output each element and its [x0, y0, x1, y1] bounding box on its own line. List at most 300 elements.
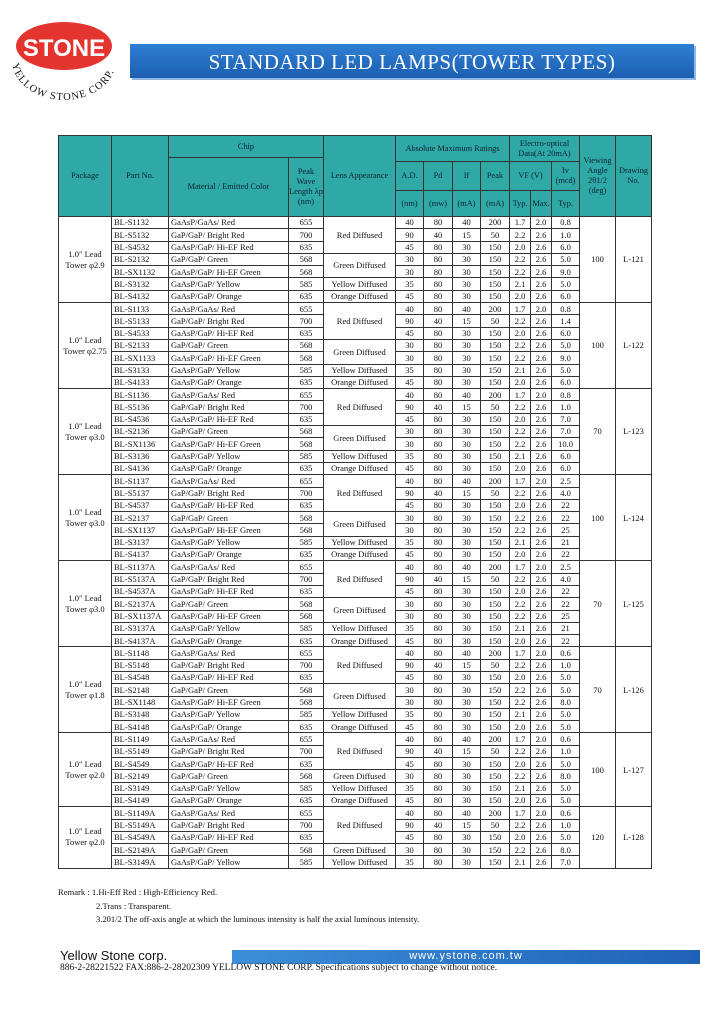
peak-cell: 150: [481, 598, 510, 610]
iv-typ-cell: 2.5: [552, 561, 580, 573]
part-no-cell: BL-S1132: [112, 217, 169, 229]
peak-cell: 150: [481, 622, 510, 634]
vf-typ-cell: 2.0: [510, 413, 531, 425]
ad-cell: 30: [396, 438, 424, 450]
material-cell: GaAsP/GaP/ Yellow: [169, 622, 289, 634]
lens-cell: Green Diffused: [324, 598, 396, 623]
if-cell: 15: [453, 819, 481, 831]
package-cell: 1.0" Lead Tower φ3.0: [59, 561, 112, 647]
table-row: [59, 622, 652, 634]
part-no-cell: BL-S5136: [112, 401, 169, 413]
peak-cell: 50: [481, 229, 510, 241]
lens-cell: Red Diffused: [324, 303, 396, 340]
viewing-angle-cell: 100: [580, 475, 616, 561]
material-cell: GaAsP/GaP/ Hi-EF Red: [169, 671, 289, 683]
iv-typ-cell: 5.0: [552, 721, 580, 733]
iv-typ-cell: 6.0: [552, 327, 580, 339]
iv-typ-cell: 22: [552, 635, 580, 647]
material-cell: GaAsP/GaP/ Yellow: [169, 856, 289, 868]
if-cell: 30: [453, 524, 481, 536]
header-drawing: Drawing No.: [616, 136, 652, 217]
peak-cell: 150: [481, 376, 510, 388]
vf-typ-cell: 2.2: [510, 659, 531, 671]
header-vf: VF (V): [510, 162, 552, 191]
drawing-no-cell: L-125: [616, 561, 652, 647]
material-cell: GaP/GaP/ Green: [169, 844, 289, 856]
part-no-cell: BL-SX1148: [112, 696, 169, 708]
part-no-cell: BL-S2133: [112, 339, 169, 351]
vf-max-cell: 2.6: [531, 684, 552, 696]
header-viewing-angle: Viewing Angle 2θ1/2 (deg): [580, 136, 616, 217]
peak-wave-cell: 568: [289, 598, 324, 610]
ad-cell: 30: [396, 266, 424, 278]
iv-typ-cell: 1.4: [552, 315, 580, 327]
if-cell: 30: [453, 610, 481, 622]
vf-max-cell: 2.6: [531, 721, 552, 733]
part-no-cell: BL-S4537: [112, 499, 169, 511]
viewing-angle-cell: 100: [580, 733, 616, 807]
vf-typ-cell: 2.1: [510, 782, 531, 794]
peak-cell: 150: [481, 549, 510, 561]
ad-cell: 90: [396, 401, 424, 413]
material-cell: GaP/GaP/ Green: [169, 684, 289, 696]
viewing-angle-cell: 100: [580, 217, 616, 303]
vf-typ-cell: 2.0: [510, 671, 531, 683]
vf-typ-cell: 2.0: [510, 721, 531, 733]
footer-url-bar: [232, 950, 700, 964]
peak-cell: 150: [481, 339, 510, 351]
peak-cell: 150: [481, 413, 510, 425]
vf-max-cell: 2.6: [531, 844, 552, 856]
header-material: Material / Emitted Color: [169, 158, 289, 217]
peak-wave-cell: 655: [289, 475, 324, 487]
peak-cell: 200: [481, 733, 510, 745]
table-row: [59, 635, 652, 647]
iv-typ-cell: 6.0: [552, 450, 580, 462]
part-no-cell: BL-S2149A: [112, 844, 169, 856]
ad-cell: 30: [396, 253, 424, 265]
vf-typ-cell: 2.1: [510, 536, 531, 548]
pd-cell: 80: [424, 782, 453, 794]
material-cell: GaAsP/GaP/ Hi-EF Green: [169, 266, 289, 278]
pd-cell: 80: [424, 512, 453, 524]
material-cell: GaP/GaP/ Bright Red: [169, 659, 289, 671]
peak-wave-cell: 635: [289, 549, 324, 561]
ad-cell: 35: [396, 278, 424, 290]
part-no-cell: BL-S4549: [112, 758, 169, 770]
peak-wave-cell: 635: [289, 290, 324, 302]
vf-max-cell: 2.6: [531, 376, 552, 388]
company-logo: [4, 14, 124, 106]
peak-wave-cell: 635: [289, 327, 324, 339]
ad-cell: 40: [396, 303, 424, 315]
if-cell: 40: [453, 733, 481, 745]
if-cell: 30: [453, 450, 481, 462]
ad-cell: 30: [396, 844, 424, 856]
vf-max-cell: 2.6: [531, 782, 552, 794]
remarks: [58, 886, 419, 927]
table-row: [59, 561, 652, 573]
iv-typ-cell: 6.0: [552, 462, 580, 474]
peak-wave-cell: 635: [289, 241, 324, 253]
lens-cell: Yellow Diffused: [324, 364, 396, 376]
part-no-cell: BL-S4536: [112, 413, 169, 425]
material-cell: GaAsP/GaP/ Orange: [169, 794, 289, 806]
lens-cell: Green Diffused: [324, 770, 396, 782]
pd-cell: 80: [424, 758, 453, 770]
ad-cell: 40: [396, 475, 424, 487]
vf-max-cell: 2.6: [531, 290, 552, 302]
iv-typ-cell: 10.0: [552, 438, 580, 450]
vf-typ-cell: 2.2: [510, 819, 531, 831]
ad-cell: 40: [396, 733, 424, 745]
ad-cell: 90: [396, 229, 424, 241]
vf-max-cell: 2.6: [531, 659, 552, 671]
material-cell: GaAsP/GaAs/ Red: [169, 389, 289, 401]
pd-cell: 80: [424, 635, 453, 647]
vf-max-cell: 2.6: [531, 622, 552, 634]
pd-cell: 80: [424, 339, 453, 351]
pd-cell: 40: [424, 229, 453, 241]
vf-typ-cell: 2.0: [510, 241, 531, 253]
peak-wave-cell: 568: [289, 770, 324, 782]
table-row: [59, 770, 652, 782]
package-cell: 1.0" Lead Tower φ2.0: [59, 733, 112, 807]
ad-cell: 40: [396, 389, 424, 401]
iv-typ-cell: 22: [552, 512, 580, 524]
vf-max-cell: 2.6: [531, 266, 552, 278]
pd-cell: 80: [424, 327, 453, 339]
ad-cell: 45: [396, 413, 424, 425]
peak-cell: 50: [481, 659, 510, 671]
table-row: [59, 389, 652, 401]
peak-cell: 150: [481, 671, 510, 683]
material-cell: GaP/GaP/ Bright Red: [169, 745, 289, 757]
vf-typ-cell: 2.2: [510, 512, 531, 524]
header-part-no: Part No.: [112, 136, 169, 217]
if-cell: 30: [453, 462, 481, 474]
ad-cell: 45: [396, 831, 424, 843]
material-cell: GaAsP/GaAs/ Red: [169, 561, 289, 573]
material-cell: GaAsP/GaP/ Yellow: [169, 708, 289, 720]
part-no-cell: BL-S5149: [112, 745, 169, 757]
vf-max-cell: 2.6: [531, 549, 552, 561]
peak-wave-cell: 700: [289, 819, 324, 831]
logo-text: STONE: [22, 35, 106, 62]
lens-cell: Yellow Diffused: [324, 708, 396, 720]
vf-typ-cell: 1.7: [510, 303, 531, 315]
lens-cell: Orange Diffused: [324, 290, 396, 302]
part-no-cell: BL-S5132: [112, 229, 169, 241]
iv-typ-cell: 21: [552, 622, 580, 634]
material-cell: GaAsP/GaP/ Hi-EF Red: [169, 585, 289, 597]
ad-cell: 40: [396, 217, 424, 229]
material-cell: GaP/GaP/ Bright Red: [169, 401, 289, 413]
pd-cell: 80: [424, 303, 453, 315]
vf-max-cell: 2.6: [531, 413, 552, 425]
ad-cell: 90: [396, 487, 424, 499]
iv-typ-cell: 5.0: [552, 278, 580, 290]
part-no-cell: BL-S4149: [112, 794, 169, 806]
lens-cell: Yellow Diffused: [324, 450, 396, 462]
header-peak: Peak: [481, 162, 510, 191]
table-row: [59, 426, 652, 438]
vf-max-cell: 2.6: [531, 819, 552, 831]
peak-wave-cell: 635: [289, 758, 324, 770]
material-cell: GaAsP/GaP/ Hi-EF Red: [169, 499, 289, 511]
header-pd: Pd: [424, 162, 453, 191]
drawing-no-cell: L-123: [616, 389, 652, 475]
peak-wave-cell: 585: [289, 622, 324, 634]
vf-max-cell: 2.6: [531, 278, 552, 290]
pd-cell: 40: [424, 659, 453, 671]
vf-typ-cell: 2.2: [510, 438, 531, 450]
part-no-cell: BL-S4548: [112, 671, 169, 683]
peak-wave-cell: 655: [289, 807, 324, 819]
pd-cell: 80: [424, 499, 453, 511]
lens-cell: Green Diffused: [324, 512, 396, 537]
ad-cell: 30: [396, 610, 424, 622]
vf-max-cell: 2.6: [531, 671, 552, 683]
peak-cell: 50: [481, 401, 510, 413]
part-no-cell: BL-S2132: [112, 253, 169, 265]
vf-max-cell: 2.6: [531, 745, 552, 757]
if-cell: 40: [453, 217, 481, 229]
ad-cell: 90: [396, 819, 424, 831]
lens-cell: Orange Diffused: [324, 635, 396, 647]
table-row: [59, 376, 652, 388]
table-row: [59, 253, 652, 265]
pd-cell: 80: [424, 794, 453, 806]
pd-cell: 80: [424, 856, 453, 868]
part-no-cell: BL-SX1132: [112, 266, 169, 278]
if-cell: 30: [453, 364, 481, 376]
material-cell: GaAsP/GaP/ Hi-EF Red: [169, 241, 289, 253]
vf-max-cell: 2.6: [531, 241, 552, 253]
iv-typ-cell: 0.6: [552, 807, 580, 819]
pd-cell: 80: [424, 684, 453, 696]
remark-line-1: Remark : 1.Hi-Eff Red : High-Efficiency Red.: [58, 887, 218, 897]
vf-typ-cell: 2.1: [510, 708, 531, 720]
pd-cell: 80: [424, 217, 453, 229]
vf-max-cell: 2.0: [531, 303, 552, 315]
vf-max-cell: 2.0: [531, 389, 552, 401]
pd-cell: 40: [424, 819, 453, 831]
peak-wave-cell: 655: [289, 303, 324, 315]
pd-cell: 40: [424, 573, 453, 585]
peak-wave-cell: 568: [289, 253, 324, 265]
pd-cell: 80: [424, 733, 453, 745]
pd-cell: 80: [424, 278, 453, 290]
vf-typ-cell: 2.2: [510, 339, 531, 351]
material-cell: GaP/GaP/ Green: [169, 770, 289, 782]
vf-max-cell: 2.0: [531, 807, 552, 819]
if-cell: 30: [453, 770, 481, 782]
peak-cell: 150: [481, 794, 510, 806]
pd-cell: 40: [424, 401, 453, 413]
vf-max-cell: 2.6: [531, 585, 552, 597]
vf-max-cell: 2.6: [531, 229, 552, 241]
part-no-cell: BL-S5137A: [112, 573, 169, 585]
pd-cell: 80: [424, 241, 453, 253]
ad-cell: 35: [396, 708, 424, 720]
title-banner: [130, 44, 694, 78]
peak-wave-cell: 700: [289, 229, 324, 241]
part-no-cell: BL-S1148: [112, 647, 169, 659]
peak-wave-cell: 568: [289, 438, 324, 450]
ad-cell: 40: [396, 807, 424, 819]
part-no-cell: BL-S4549A: [112, 831, 169, 843]
peak-cell: 150: [481, 770, 510, 782]
if-cell: 30: [453, 426, 481, 438]
vf-typ-cell: 1.7: [510, 475, 531, 487]
vf-typ-cell: 2.0: [510, 635, 531, 647]
material-cell: GaP/GaP/ Bright Red: [169, 819, 289, 831]
vf-typ-cell: 2.2: [510, 426, 531, 438]
table-row: [59, 536, 652, 548]
ad-cell: 35: [396, 364, 424, 376]
part-no-cell: BL-S3132: [112, 278, 169, 290]
pd-cell: 80: [424, 622, 453, 634]
iv-typ-cell: 5.0: [552, 758, 580, 770]
ad-cell: 30: [396, 339, 424, 351]
peak-wave-cell: 700: [289, 315, 324, 327]
part-no-cell: BL-S3136: [112, 450, 169, 462]
vf-max-cell: 2.0: [531, 475, 552, 487]
ad-cell: 35: [396, 856, 424, 868]
if-cell: 30: [453, 671, 481, 683]
lens-cell: Red Diffused: [324, 475, 396, 512]
header-package: Package: [59, 136, 112, 217]
iv-typ-cell: 22: [552, 549, 580, 561]
lens-cell: Yellow Diffused: [324, 782, 396, 794]
drawing-no-cell: L-121: [616, 217, 652, 303]
part-no-cell: BL-SX1133: [112, 352, 169, 364]
ad-cell: 35: [396, 782, 424, 794]
iv-typ-cell: 1.0: [552, 745, 580, 757]
ad-cell: 30: [396, 696, 424, 708]
peak-cell: 150: [481, 844, 510, 856]
vf-max-cell: 2.6: [531, 438, 552, 450]
vf-typ-cell: 2.0: [510, 794, 531, 806]
vf-max-cell: 2.6: [531, 512, 552, 524]
peak-wave-cell: 655: [289, 217, 324, 229]
part-no-cell: BL-S2137: [112, 512, 169, 524]
part-no-cell: BL-S1136: [112, 389, 169, 401]
iv-typ-cell: 6.0: [552, 241, 580, 253]
material-cell: GaAsP/GaAs/ Red: [169, 733, 289, 745]
vf-typ-cell: 2.0: [510, 549, 531, 561]
ad-cell: 30: [396, 598, 424, 610]
peak-cell: 150: [481, 364, 510, 376]
part-no-cell: BL-S2148: [112, 684, 169, 696]
ad-cell: 45: [396, 758, 424, 770]
pd-cell: 80: [424, 426, 453, 438]
peak-wave-cell: 655: [289, 389, 324, 401]
peak-wave-cell: 700: [289, 745, 324, 757]
package-cell: 1.0" Lead Tower φ3.0: [59, 389, 112, 475]
part-no-cell: BL-S5148: [112, 659, 169, 671]
ad-cell: 30: [396, 524, 424, 536]
part-no-cell: BL-S3137: [112, 536, 169, 548]
header-vf-typ: Typ.: [510, 191, 531, 217]
part-no-cell: BL-S3149A: [112, 856, 169, 868]
peak-cell: 150: [481, 438, 510, 450]
part-no-cell: BL-SX1137: [112, 524, 169, 536]
material-cell: GaAsP/GaP/ Orange: [169, 462, 289, 474]
pd-cell: 80: [424, 253, 453, 265]
part-no-cell: BL-S1137: [112, 475, 169, 487]
peak-wave-cell: 568: [289, 610, 324, 622]
lens-cell: Yellow Diffused: [324, 536, 396, 548]
part-no-cell: BL-S4136: [112, 462, 169, 474]
table-row: [59, 475, 652, 487]
if-cell: 40: [453, 475, 481, 487]
if-cell: 30: [453, 266, 481, 278]
part-no-cell: BL-SX1136: [112, 438, 169, 450]
iv-typ-cell: 9.0: [552, 352, 580, 364]
ad-cell: 90: [396, 573, 424, 585]
vf-typ-cell: 2.2: [510, 487, 531, 499]
drawing-no-cell: L-128: [616, 807, 652, 868]
peak-cell: 150: [481, 290, 510, 302]
material-cell: GaAsP/GaAs/ Red: [169, 647, 289, 659]
ad-cell: 35: [396, 450, 424, 462]
header-pd-unit: (mw): [424, 191, 453, 217]
header-vf-max: Max.: [531, 191, 552, 217]
peak-cell: 150: [481, 684, 510, 696]
peak-wave-cell: 568: [289, 512, 324, 524]
peak-cell: 150: [481, 635, 510, 647]
vf-typ-cell: 2.2: [510, 610, 531, 622]
part-no-cell: BL-S5133: [112, 315, 169, 327]
peak-cell: 150: [481, 585, 510, 597]
vf-typ-cell: 2.2: [510, 253, 531, 265]
vf-max-cell: 2.6: [531, 696, 552, 708]
pd-cell: 80: [424, 721, 453, 733]
peak-wave-cell: 700: [289, 573, 324, 585]
vf-max-cell: 2.6: [531, 487, 552, 499]
pd-cell: 80: [424, 524, 453, 536]
vf-typ-cell: 2.2: [510, 266, 531, 278]
lens-cell: Red Diffused: [324, 389, 396, 426]
if-cell: 15: [453, 659, 481, 671]
pd-cell: 80: [424, 696, 453, 708]
footer-url[interactable]: www.ystone.com.tw: [409, 950, 523, 962]
ad-cell: 45: [396, 499, 424, 511]
remark-line-2: 2.Trans : Transparent.: [96, 900, 172, 911]
if-cell: 15: [453, 401, 481, 413]
iv-typ-cell: 4.0: [552, 487, 580, 499]
peak-wave-cell: 585: [289, 364, 324, 376]
part-no-cell: BL-S4533: [112, 327, 169, 339]
part-no-cell: BL-S5149A: [112, 819, 169, 831]
ad-cell: 45: [396, 462, 424, 474]
viewing-angle-cell: 70: [580, 561, 616, 647]
vf-max-cell: 2.0: [531, 733, 552, 745]
pd-cell: 80: [424, 770, 453, 782]
if-cell: 30: [453, 782, 481, 794]
vf-typ-cell: 2.2: [510, 524, 531, 536]
material-cell: GaAsP/GaP/ Orange: [169, 290, 289, 302]
logo-ring-text: YELLOW STONE CORP.: [9, 61, 117, 104]
vf-max-cell: 2.6: [531, 315, 552, 327]
table-row: [59, 278, 652, 290]
pd-cell: 80: [424, 536, 453, 548]
if-cell: 30: [453, 585, 481, 597]
material-cell: GaAsP/GaAs/ Red: [169, 475, 289, 487]
material-cell: GaP/GaP/ Green: [169, 253, 289, 265]
